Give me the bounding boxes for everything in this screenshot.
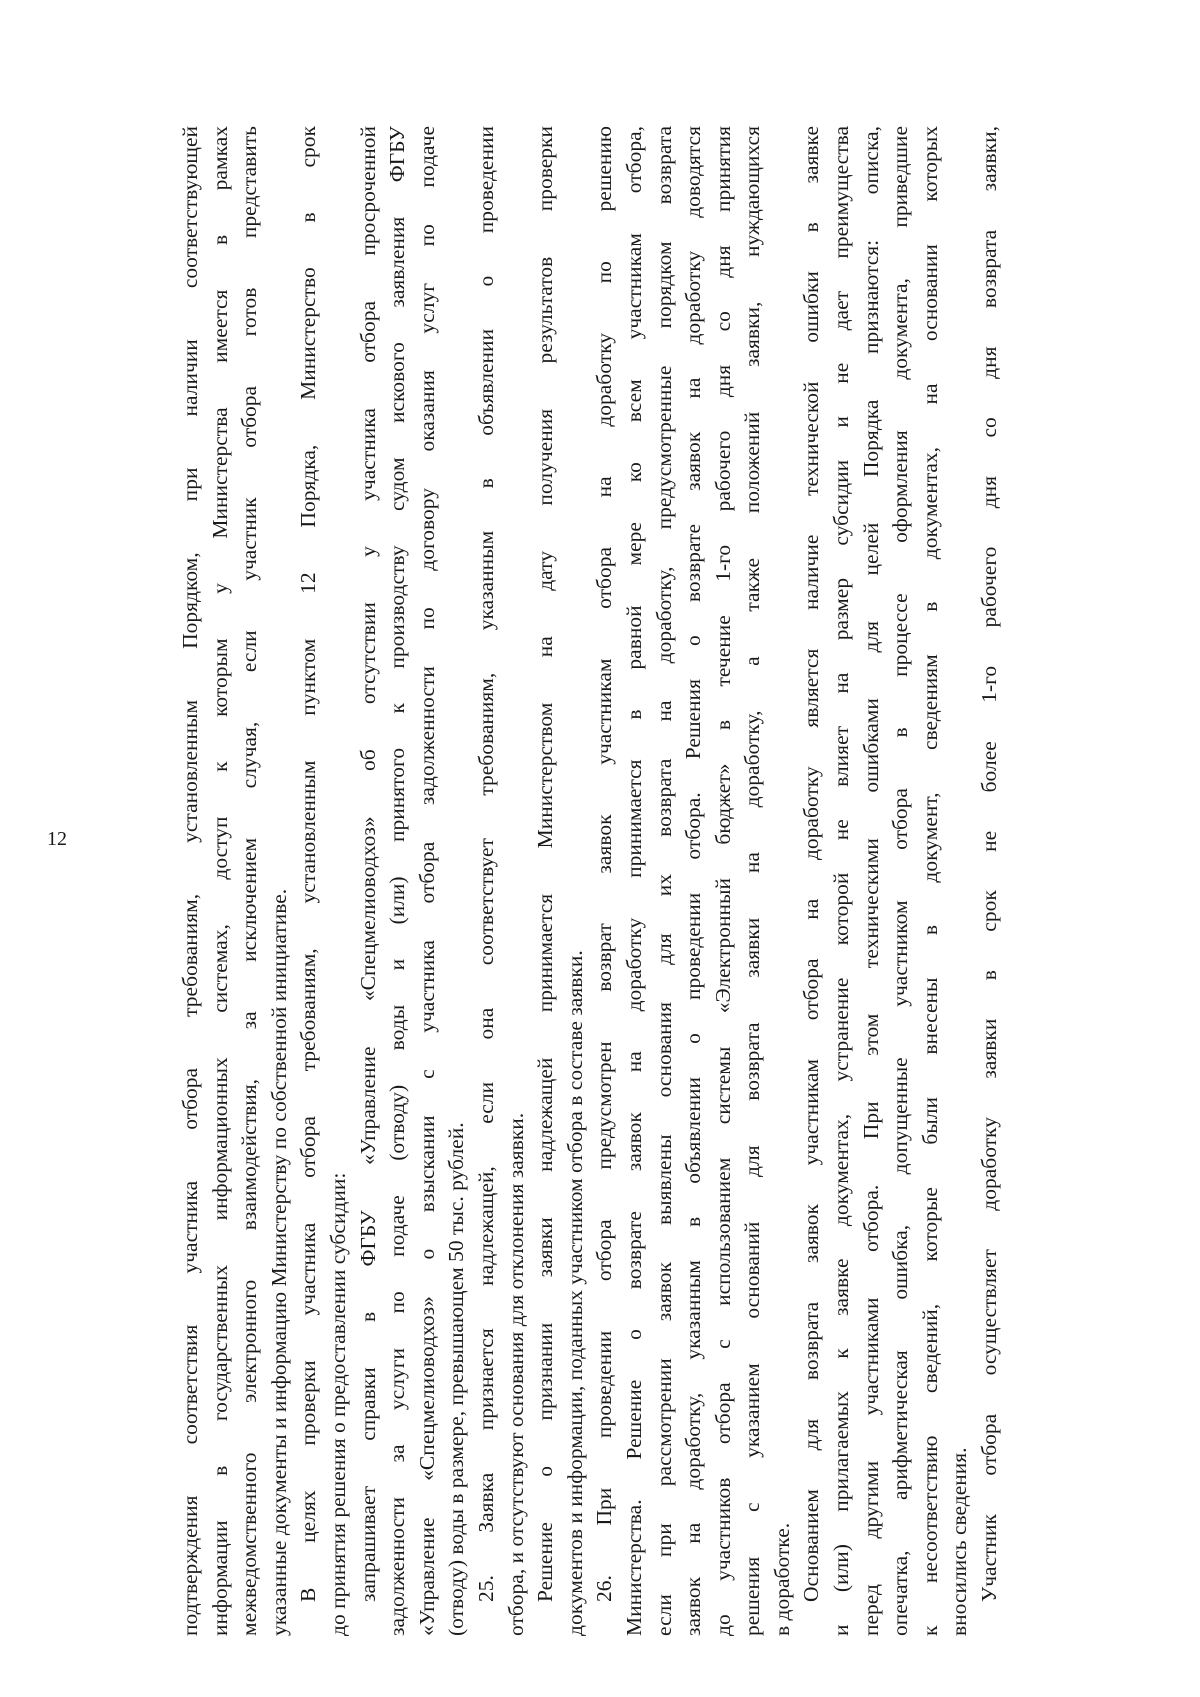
text-line: Участник отбора осуществляет доработку заявки в срок не более 1-го рабочего дня со дня возврата заявки, <box>977 126 1002 1602</box>
text-line: к несоответствию сведений, которые были внесены в документ, сведениям в документах, на основании которых <box>917 126 942 1636</box>
text-line: задолженности за услуги по подаче (отводу) воды и (или) принятого к производству судом искового заявления ФГБУ <box>385 126 410 1636</box>
text-line: до участников отбора с использованием системы «Электронный бюджет» в течение 1-го рабочего дня со дня принятия <box>710 126 735 1636</box>
text-line: отбора, и отсутствуют основания для отклонения заявки. <box>503 1112 528 1636</box>
text-line: Основанием для возврата заявок участникам отбора на доработку является наличие технической ошибки в заявке <box>799 126 824 1602</box>
text-line: (отводу) воды в размере, превышающем 50 тыс. рублей. <box>444 1122 469 1636</box>
text-line: в доработке. <box>769 1522 794 1636</box>
document-body <box>176 126 1005 1636</box>
text-line: 25. Заявка признается надлежащей, если она соответствует требованиям, указанным в объявлении о проведении <box>473 126 498 1602</box>
page-number: 12 <box>47 828 67 850</box>
text-line: заявок на доработку, указанным в объявлении о проведении отбора. Решения о возврате заявок на доработку доводятся <box>681 126 706 1636</box>
text-line: перед другими участниками отбора. При этом техническими ошибками для целей Порядка признаются: описка, <box>858 126 883 1636</box>
text-line: запрашивает справки в ФГБУ «Управление «Спецмелиоводхоз» об отсутствии у участника отбора просроченной <box>355 126 380 1602</box>
text-line: «Управление «Спецмелиоводхоз» о взыскании с участника отбора задолженности по договору оказания услуг по подаче <box>414 126 439 1636</box>
text-line: опечатка, арифметическая ошибка, допущенные участником отбора в процессе оформления документа, приведшие <box>888 126 913 1636</box>
text-line: документов и информации, поданных участником отбора в составе заявки. <box>562 950 587 1636</box>
text-line: межведомственного электронного взаимодействия, за исключением случая, если участник отбора готов представить <box>237 126 262 1636</box>
text-line: вносились сведения. <box>947 1447 972 1636</box>
text-line: информации в государственных информационных системах, доступ к которым у Министерства имеется в рамках <box>207 126 232 1636</box>
text-line: если при рассмотрении заявок выявлены основания для их возврата на доработку, предусмотренные порядком возврата <box>651 126 676 1636</box>
text-line: до принятия решения о предоставлении субсидии: <box>325 1172 350 1636</box>
text-line: указанные документы и информацию Министерству по собственной инициативе. <box>266 888 291 1636</box>
text-line: и (или) прилагаемых к заявке документах, устранение которой не влияет на размер субсидии и не дает преимущества <box>829 126 854 1636</box>
text-line: В целях проверки участника отбора требованиям, установленным пунктом 12 Порядка, Министерство в срок <box>296 126 321 1602</box>
text-line: подтверждения соответствия участника отбора требованиям, установленным Порядком, при наличии соответствующей <box>178 126 202 1636</box>
text-line: Министерства. Решение о возврате заявок на доработку принимается в равной мере ко всем участникам отбора, <box>621 126 646 1636</box>
text-line: Решение о признании заявки надлежащей принимается Министерством на дату получения результатов проверки <box>533 126 558 1602</box>
text-line: 26. При проведении отбора предусмотрен возврат заявок участникам отбора на доработку по решению <box>592 126 617 1602</box>
text-line: решения с указанием оснований для возврата заявки на доработку, а также положений заявки, нуждающихся <box>740 126 765 1636</box>
